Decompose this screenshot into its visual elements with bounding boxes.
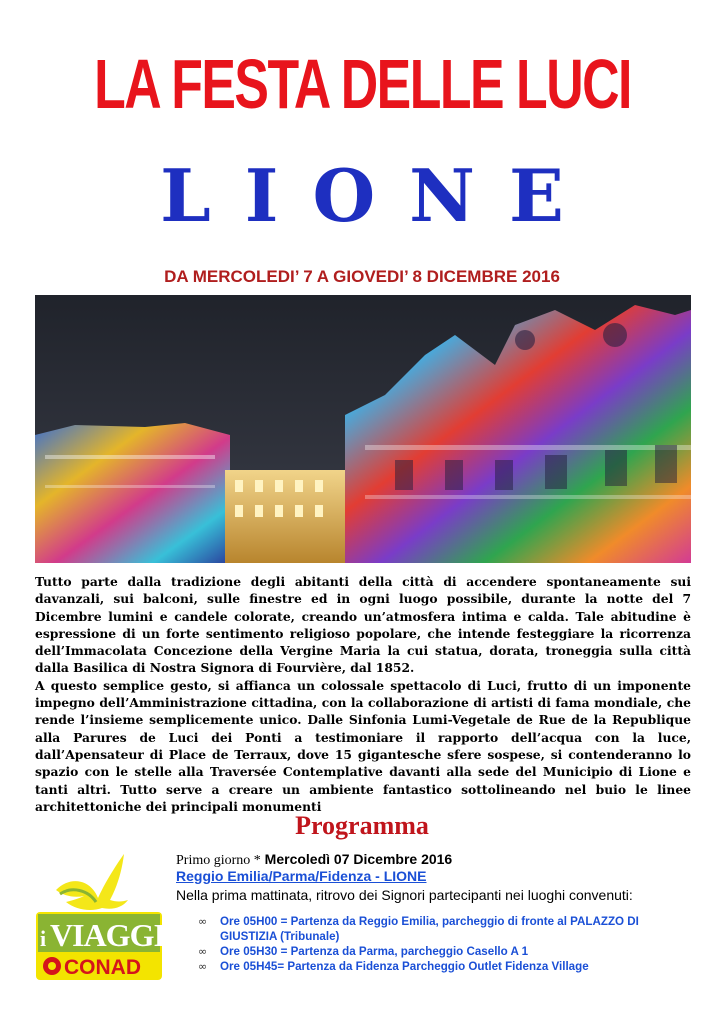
logo-viaggi: VIAGGI [50, 917, 164, 953]
event-dates: DA MERCOLEDI’ 7 A GIOVEDI’ 8 DICEMBRE 2016 [164, 267, 560, 286]
illuminated-buildings-image [35, 295, 691, 563]
description-paragraph-2: A questo semplice gesto, si affianca un colossale spettacolo di Luci, frutto di un imponente impegno dell’Amministrazione cittadina, con la collaborazione di artisti di fama mondiale, che rende l’insieme semplicemente unico. Dalle Sinfonia Lumi-Vegetale de Rue de la Republique alla Parures de Luci dei Ponti a testimoniare il rapporto dell’acqua con la luce, dall’Apensateur di Place de Terraux, dove 15 gigantesche sfere sospese, si contenderanno lo spazio con le stelle alla Traversée Contemplative davanti alla sede del Municipio di Lione e tanti altri. Tutto serve a creare un ambiente fantastico sottolineando nel buio le linee architettoniche dei principali monumenti [35, 677, 691, 814]
poster-title: LA FESTA DELLE LUCI [94, 45, 631, 123]
day-date: Mercoledì 07 Dicembre 2016 [264, 851, 453, 867]
festival-photo [35, 295, 691, 563]
logo-conad: CONAD [64, 956, 141, 979]
schedule-text: Ore 05H45= Partenza da Fidenza Parcheggio Outlet Fidenza Village [220, 960, 589, 973]
logo-i: i [40, 926, 47, 951]
schedule-item [198, 959, 698, 974]
viaggi-conad-logo [36, 850, 164, 982]
schedule-text: Ore 05H30 = Partenza da Parma, parcheggio Casello A 1 [220, 945, 529, 958]
schedule-item [198, 914, 698, 944]
description-paragraph-1: Tutto parte dalla tradizione degli abitanti della città di accendere spontaneamente sui davanzali, sui balconi, sulle finestre ed in ogni luogo possibile, durante la notte del 7 Dicembre lumini e candele colorate, creando un’atmosfera intima e calda. Tale abitudine è espressione di un forte sentimento religioso popolare, che intende festeggiare la ricorrenza dell’Immacolata Concezione della Vergine Maria la cui statua, dorata, troneggia sulla città dalla Basilica di Nostra Signora di Fourvière, dal 1852. [35, 574, 691, 676]
description-text [35, 573, 691, 815]
departure-schedule [198, 914, 698, 974]
infinity-bullet-icon: ∞ [198, 960, 208, 973]
infinity-bullet-icon: ∞ [198, 915, 208, 928]
schedule-text: Ore 05H00 = Partenza da Reggio Emilia, parcheggio di fronte al PALAZZO DI GIUSTIZIA (Tribunale) [220, 915, 639, 943]
dove-logo-icon [36, 850, 164, 982]
program-heading: Programma [295, 811, 429, 840]
route-link[interactable]: Reggio Emilia/Parma/Fidenza - LIONE [176, 868, 427, 884]
day-label: Primo giorno * [176, 853, 261, 868]
city-title: LIONE [160, 153, 598, 238]
schedule-item [198, 944, 698, 959]
meeting-intro: Nella prima mattinata, ritrovo dei Signori partecipanti nei luoghi convenuti: [176, 887, 633, 903]
infinity-bullet-icon: ∞ [198, 945, 208, 958]
